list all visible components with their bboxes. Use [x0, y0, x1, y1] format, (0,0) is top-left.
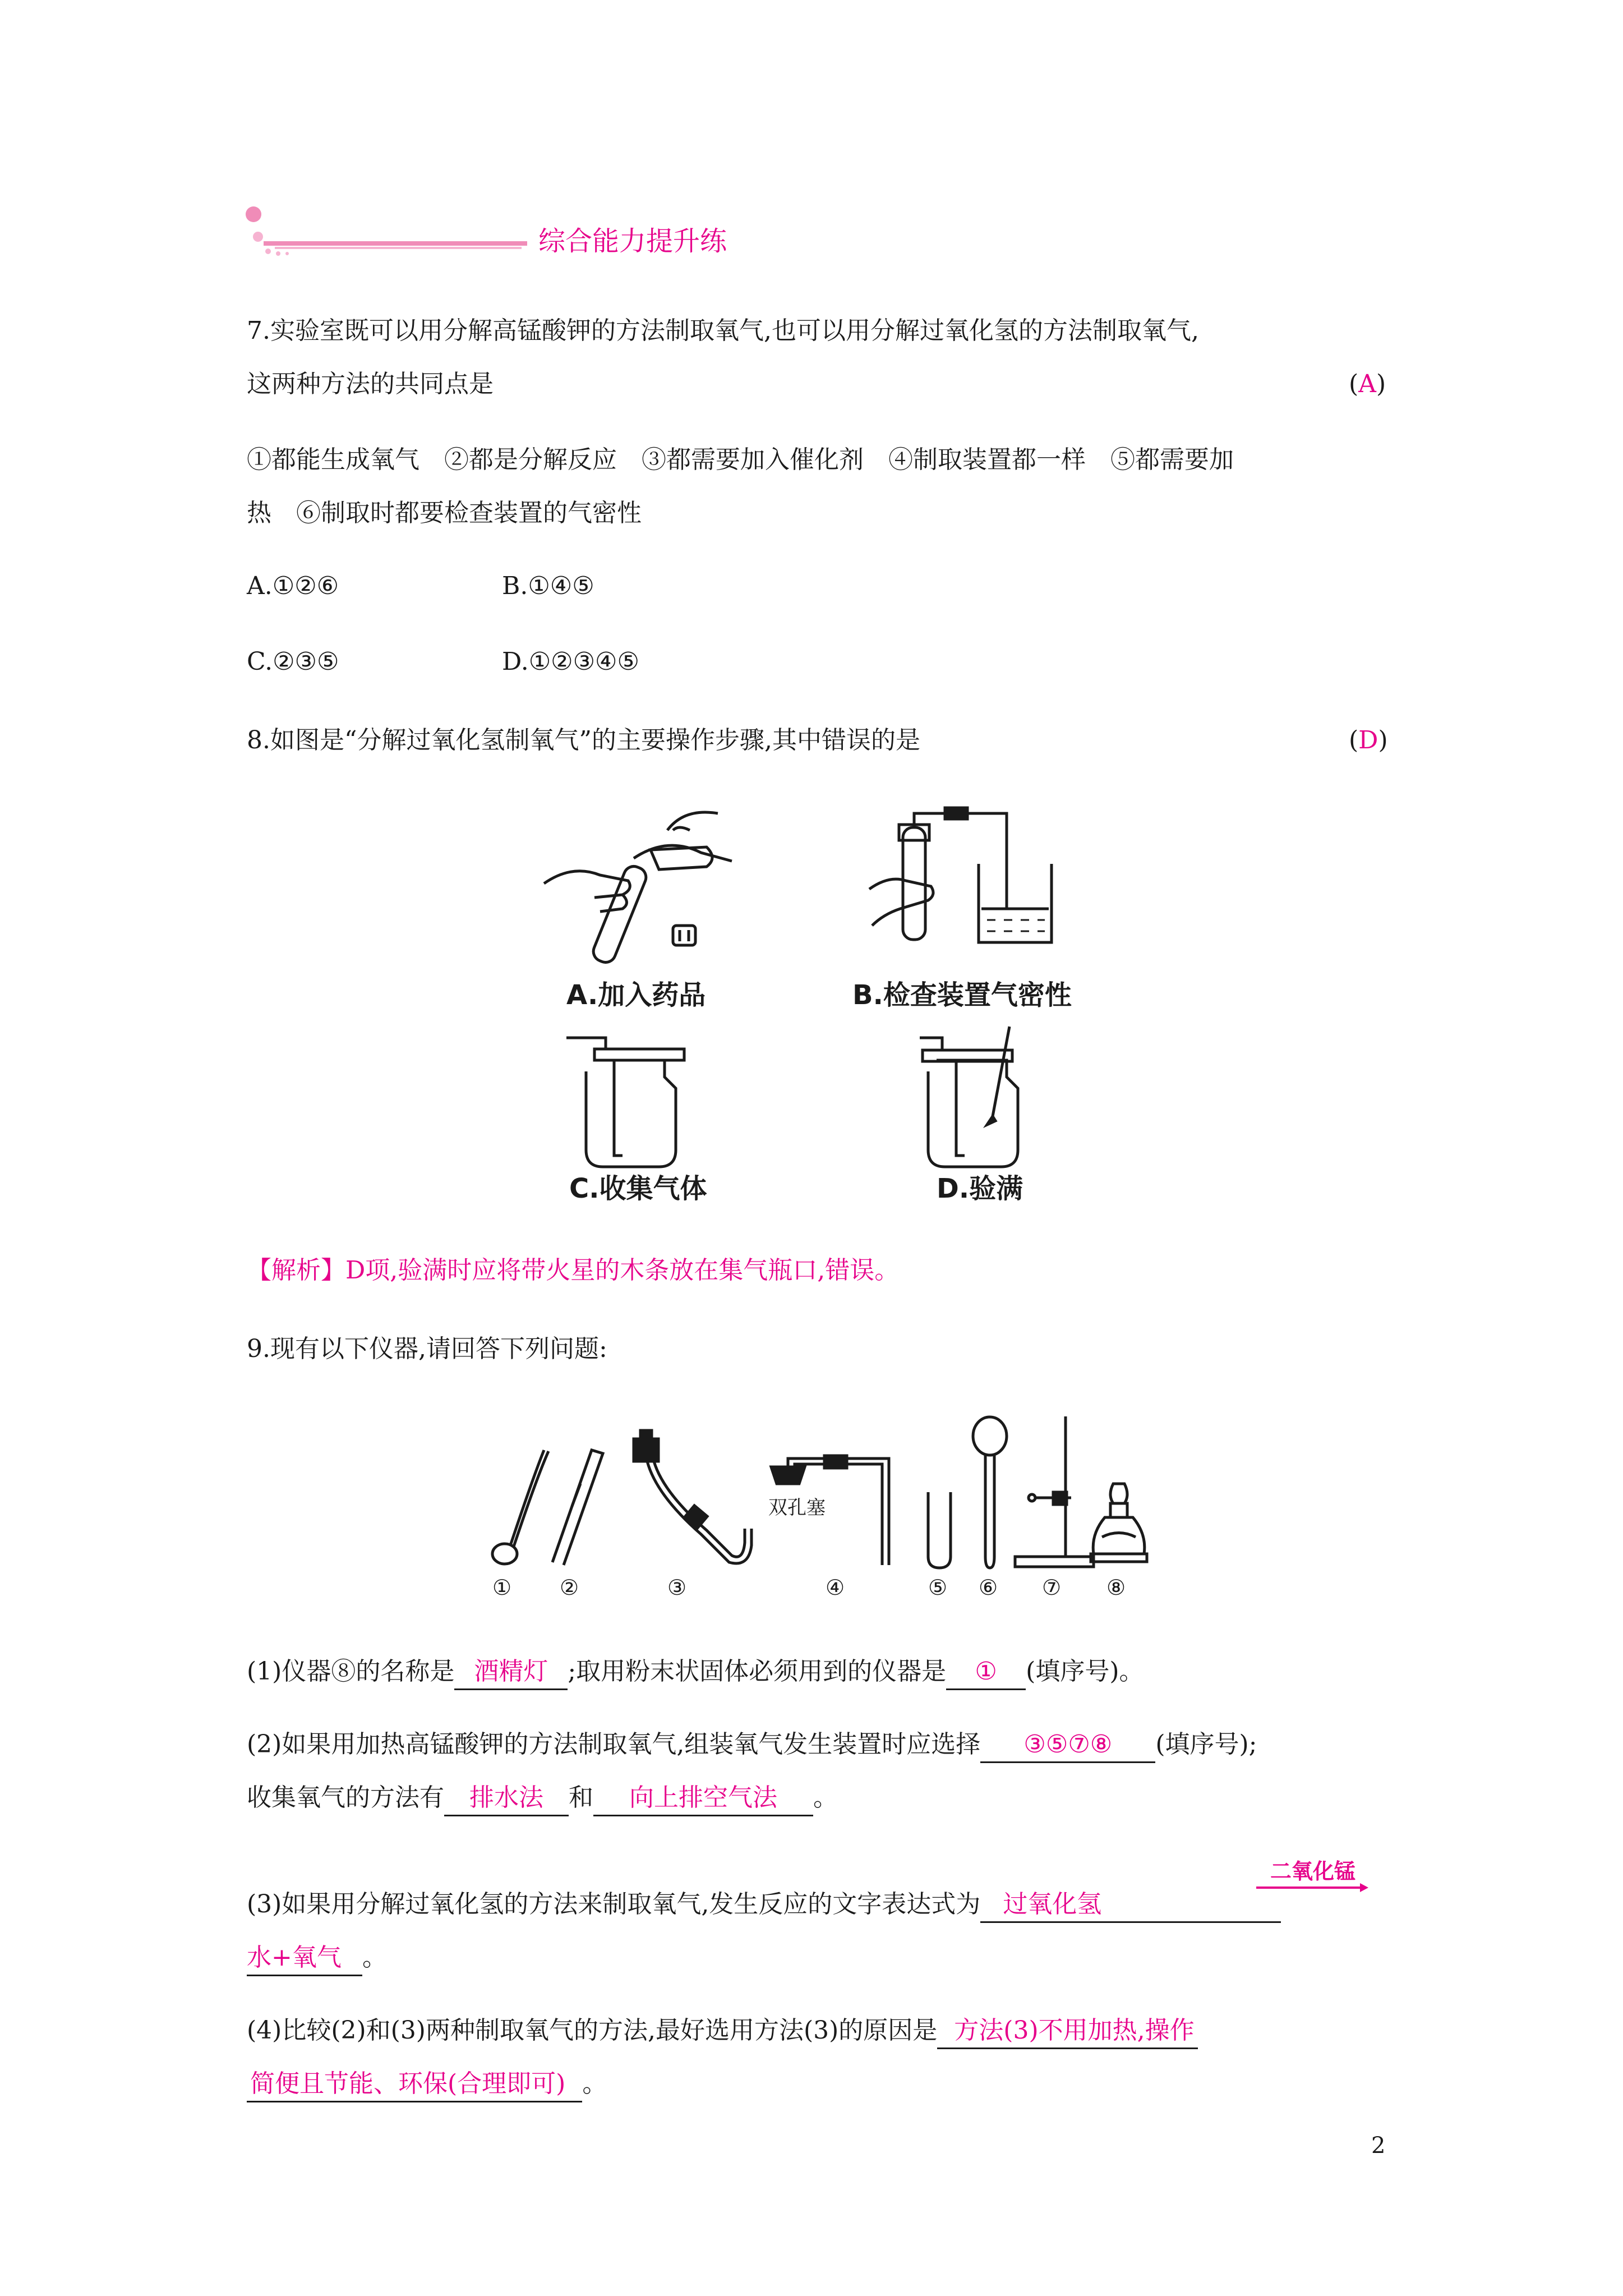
instrument-number-7: ⑦ [1042, 1575, 1062, 1600]
q9-part4-line2 [247, 2067, 607, 2102]
q9-part3-line1 [247, 1888, 1281, 1923]
figure-c-collecting-gas [561, 1038, 707, 1178]
q9-part1-text-b: ;取用粉末状固体必须用到的仪器是 [568, 1657, 947, 1686]
q9-part1 [247, 1655, 1144, 1690]
instrument-8-alcohol-lamp-icon [1088, 1481, 1150, 1571]
instrument-6-flask-icon [967, 1414, 1012, 1571]
figure-d-checking-full [909, 1027, 1060, 1178]
section-title: 综合能力提升练 [538, 226, 727, 257]
instrument-5-test-tube-icon [923, 1489, 956, 1571]
q9-part3-end: 。 [362, 1943, 387, 1972]
q9-part4-answer-line1: 方法(3)不用加热,操作 [937, 2014, 1197, 2049]
figure-c-label: C.收集气体 [569, 1173, 707, 1204]
instrument-3-bent-tube-icon [623, 1428, 768, 1568]
q9-part2-answer1: ③⑤⑦⑧ [980, 1728, 1155, 1763]
q9-part3-product: 水+氧气 [247, 1941, 362, 1976]
q7-stem-line1: 7.实验室既可以用分解高锰酸钾的方法制取氧气,也可以用分解过氧化氢的方法制取氧气, [247, 316, 1199, 345]
q9-part2-text-b: (填序号); [1155, 1730, 1257, 1759]
q9-part2-answer3: 向上排空气法 [593, 1781, 813, 1816]
header-decoration [241, 202, 533, 264]
instrument-number-5: ⑤ [928, 1575, 948, 1600]
q9-part2-text-a: (2)如果用加热高锰酸钾的方法制取氧气,组装氧气发生装置时应选择 [247, 1730, 981, 1759]
q7-option-b: B.①④⑤ [502, 572, 594, 600]
q8-analysis: 【解析】D项,验满时应将带火星的木条放在集气瓶口,错误。 [247, 1256, 900, 1285]
figure-a-label: A.加入药品 [566, 979, 706, 1011]
q8-bracket-close: ) [1378, 726, 1388, 754]
q9-part2-line1 [247, 1728, 1257, 1763]
q9-part3-line2 [247, 1941, 387, 1976]
q9-part3-condition: 二氧化锰 [1270, 1859, 1356, 1884]
figure-b-airtightness-check [866, 797, 1068, 959]
q7-option-d: D.①②③④⑤ [502, 647, 639, 676]
q9-part2-text-c: 收集氧气的方法有 [247, 1783, 444, 1812]
instrument-1-spoon-icon [488, 1444, 555, 1568]
stopper-label: 双孔塞 [768, 1497, 826, 1519]
q7-statements-line2: 热 ⑥制取时都要检查装置的气密性 [247, 499, 642, 527]
q9-part3-text-a: (3)如果用分解过氧化氢的方法来制取氧气,发生反应的文字表达式为 [247, 1890, 981, 1918]
q9-part2-line2 [247, 1781, 838, 1816]
q7-statements-line1: ①都能生成氧气 ②都是分解反应 ③都需要加入催化剂 ④制取装置都一样 ⑤都需要加 [247, 445, 1234, 474]
q8-answer: D [1358, 726, 1378, 754]
instrument-number-1: ① [492, 1575, 512, 1600]
figure-b-label: B.检查装置气密性 [852, 979, 1072, 1011]
q7-answer: A [1358, 370, 1376, 398]
q9-part4-text-a: (4)比较(2)和(3)两种制取氧气的方法,最好选用方法(3)的原因是 [247, 2016, 938, 2045]
q9-part3-reactant: 过氧化氢 [980, 1888, 1281, 1923]
q7-stem-line2: 这两种方法的共同点是 [247, 370, 494, 398]
q9-part2-answer2: 排水法 [444, 1781, 569, 1816]
instrument-7-iron-stand-icon [1009, 1414, 1099, 1571]
q7-option-a: A.①②⑥ [247, 572, 339, 600]
instrument-number-3: ③ [667, 1575, 687, 1600]
figure-d-label: D.验满 [937, 1173, 1023, 1204]
q9-part1-text-c: (填序号)。 [1026, 1657, 1144, 1686]
instrument-2-tweezers-icon [547, 1444, 608, 1568]
section-header [241, 202, 746, 264]
q9-part4-answer-line2: 简便且节能、环保(合理即可) [247, 2067, 582, 2102]
q9-part4-line1 [247, 2014, 1198, 2049]
q7-bracket-open: ( [1349, 370, 1359, 398]
instrument-number-4: ④ [826, 1575, 845, 1600]
q9-part2-text-e: 。 [813, 1783, 838, 1812]
q9-part1-answer1: 酒精灯 [454, 1655, 568, 1690]
instrument-number-2: ② [560, 1575, 579, 1600]
q8-bracket-open: ( [1349, 726, 1359, 754]
q7-answer-bracket [1349, 367, 1386, 401]
q9-part1-answer2: ① [946, 1655, 1026, 1690]
figure-a-adding-reagent [538, 797, 740, 959]
q7-bracket-close: ) [1376, 370, 1386, 398]
q8-stem: 8.如图是“分解过氧化氢制氧气”的主要操作步骤,其中错误的是 [247, 726, 920, 754]
q9-part2-text-d: 和 [569, 1783, 593, 1812]
q8-answer-bracket [1349, 724, 1388, 757]
q7-option-c: C.②③⑤ [247, 647, 339, 676]
q9-part1-text-a: (1)仪器⑧的名称是 [247, 1657, 455, 1686]
instrument-number-6: ⑥ [979, 1575, 998, 1600]
page-number: 2 [1371, 2133, 1386, 2159]
instrument-number-8: ⑧ [1106, 1575, 1126, 1600]
q9-part4-end: 。 [582, 2069, 607, 2098]
q9-stem: 9.现有以下仪器,请回答下列问题: [247, 1335, 607, 1363]
